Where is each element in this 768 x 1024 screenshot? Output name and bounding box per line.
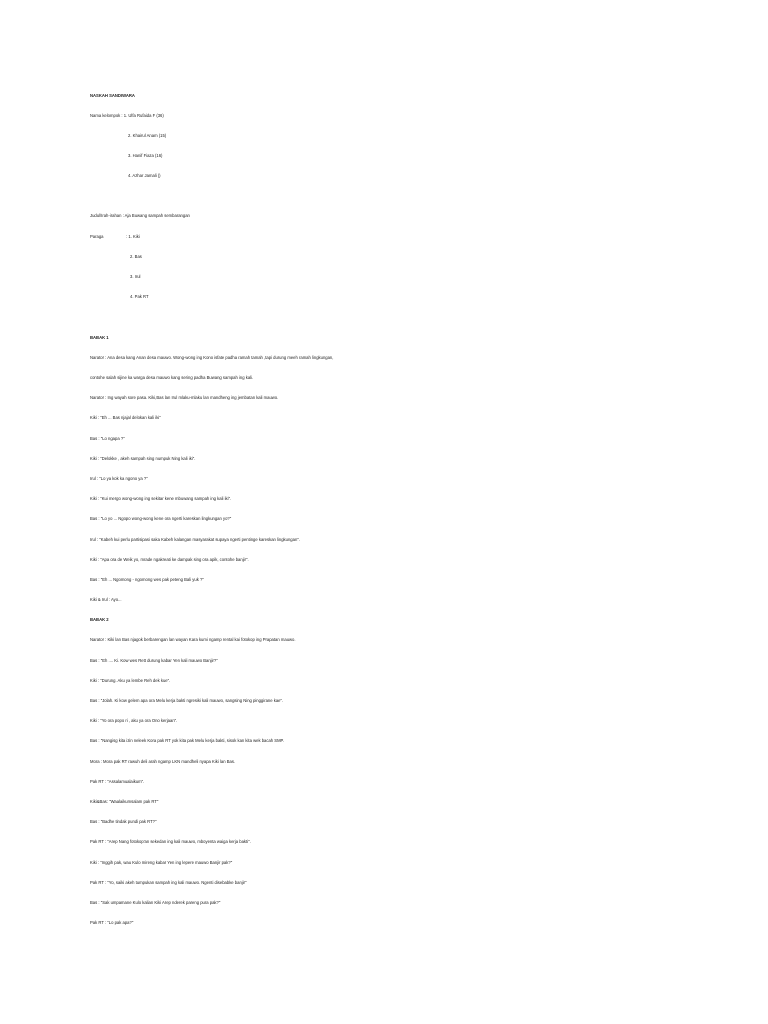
script-line: Kiki : "Eh ... Bas njajal delokan kali iki"	[90, 415, 161, 420]
script-line: Kiki & Irul : Ayo...	[90, 597, 122, 602]
paraga-item: 2. Bas	[130, 254, 142, 259]
script-line: Irul : "Lo ya kok ka ngono ya ?"	[90, 476, 148, 481]
script-line: Bas : "Eh ... Ngomong - ngomong wes pak peteng Bali yuk ?"	[90, 577, 204, 582]
script-line: contohe salah sijine ka warga desa mauwo kang sering padha Buwang sampah ing kali.	[90, 375, 254, 380]
script-line: Pak RT : "Arep Nang fotokop'an sekedan ing kali mauwo, mboyenta waiga kerja bakti".	[90, 839, 251, 844]
script-line: Kiki : "Durung. Aku ya lembe Reh dek kue".	[90, 678, 171, 683]
script-line: Bas : "Eh .... Ki. Kow wes Rett durung kabar Yen kali mauwo Banjir?"	[90, 658, 218, 663]
script-line: Kiki : "Apa ora de Weik yo, mrade ngakreati ke dampak sing ora apik, contohe banjir".	[90, 557, 249, 562]
kelompok-label: Nama kelompok : 1. Ulfa Rufaida F (36)	[90, 113, 164, 118]
script-line: Pak RT : "Yo, saiki akeh tumpukan sampah ing kali mauwo. Ngenti disebabke banjir"	[90, 880, 247, 885]
script-line: Bas : "Lo ngapa ?"	[90, 436, 125, 441]
script-line: Irul : "Kabeh kui perlu partisipasi saka Kabeh kalangan masyarakat supaya ngerti pentinge kareskan lingkungan".	[90, 537, 300, 542]
paraga-label: Paraga	[90, 234, 104, 239]
babak-2-heading: BABAK 2	[90, 617, 109, 622]
script-line: Narator : Kiki lan Bas njagok berbarengan lan wayan Kara kumi ngamp rental kai fotokop ing Prapatan mauwo.	[90, 637, 296, 642]
script-line: Narator : Ana desa kang Anan desa mauwo. Wong-wong ing Kono isfate padha ramah tamah ,tapi durung meeh ramah lingkungan,	[90, 355, 334, 360]
paraga-item: 3. Irul	[130, 274, 141, 279]
paraga-item: 4. Pak RT	[130, 294, 149, 299]
script-line: Narator : Ing wayah sore pasa. Kiki,Bas lan Irul mlaku-mlaku lan mandheng ing jembatan kali mauwo.	[90, 395, 279, 400]
babak-1-heading: BABAK 1	[90, 335, 109, 340]
script-line: Pak RT : "Lo pak apa?"	[90, 920, 134, 925]
script-line: Kiki : "Inggih pak, wau Kulo mireng kabar Yen ing lepere mauwo Banjir pak?"	[90, 860, 233, 865]
script-line: Kiki&Bas: "Waalaikumsalam pak RT"	[90, 799, 159, 804]
script-line: Kiki : "Delokke , akeh sampah sing numpuk Ning kali iki".	[90, 456, 196, 461]
script-line: Bas : "Lo yo ... Ngopo wong-wong kene ora ngerti kareskan lingkungan yo?"	[90, 516, 232, 521]
paraga-item: : 1. Kiki	[126, 234, 140, 239]
script-line: Bas : "Jolah. Ki kow gelem apa ora Melu kerja bakti ngresiki kali mauwo, sangsing Ning pinggirane kae".	[90, 698, 284, 703]
member-line: 3. Hanif Fiaza (16)	[128, 153, 163, 158]
script-line: Mora : Mora pak RT rawuh deli arah ngamp LKN mandheli nyapa Kiki lan Bas.	[90, 759, 236, 764]
script-line: Kiki : "Kui mergo wong-wong ing sekitar kene mbuwang sampah ing kali iki".	[90, 496, 232, 501]
member-line: 4. Azhar Jamali ()	[128, 173, 161, 178]
script-line: Bas : "Nangisg kita izin neleek Kora pak RT yok kita pak Melu kerja bakti, sisok kan kita wek bacah SMP.	[90, 738, 284, 743]
script-line: Kiki : "Yo ora popo ri , aku ya ora Ono kerjaan".	[90, 718, 178, 723]
script-line: Bas : "Sak umpamane Kulo kalian Kiki Arep nderek pareng pura pak?"	[90, 900, 221, 905]
member-line: 2. Khairul Anam (15)	[128, 133, 167, 138]
doc-title: NASKAH SANDIWARA	[90, 93, 135, 98]
judul-line: Judul/Irah-irahan : Aja Buwang sampah sembarangan	[90, 213, 190, 218]
script-line: Bas : "Badhe tindak pundi pak RT?"	[90, 819, 157, 824]
script-line: Pak RT : "Assalamualaikum".	[90, 779, 145, 784]
